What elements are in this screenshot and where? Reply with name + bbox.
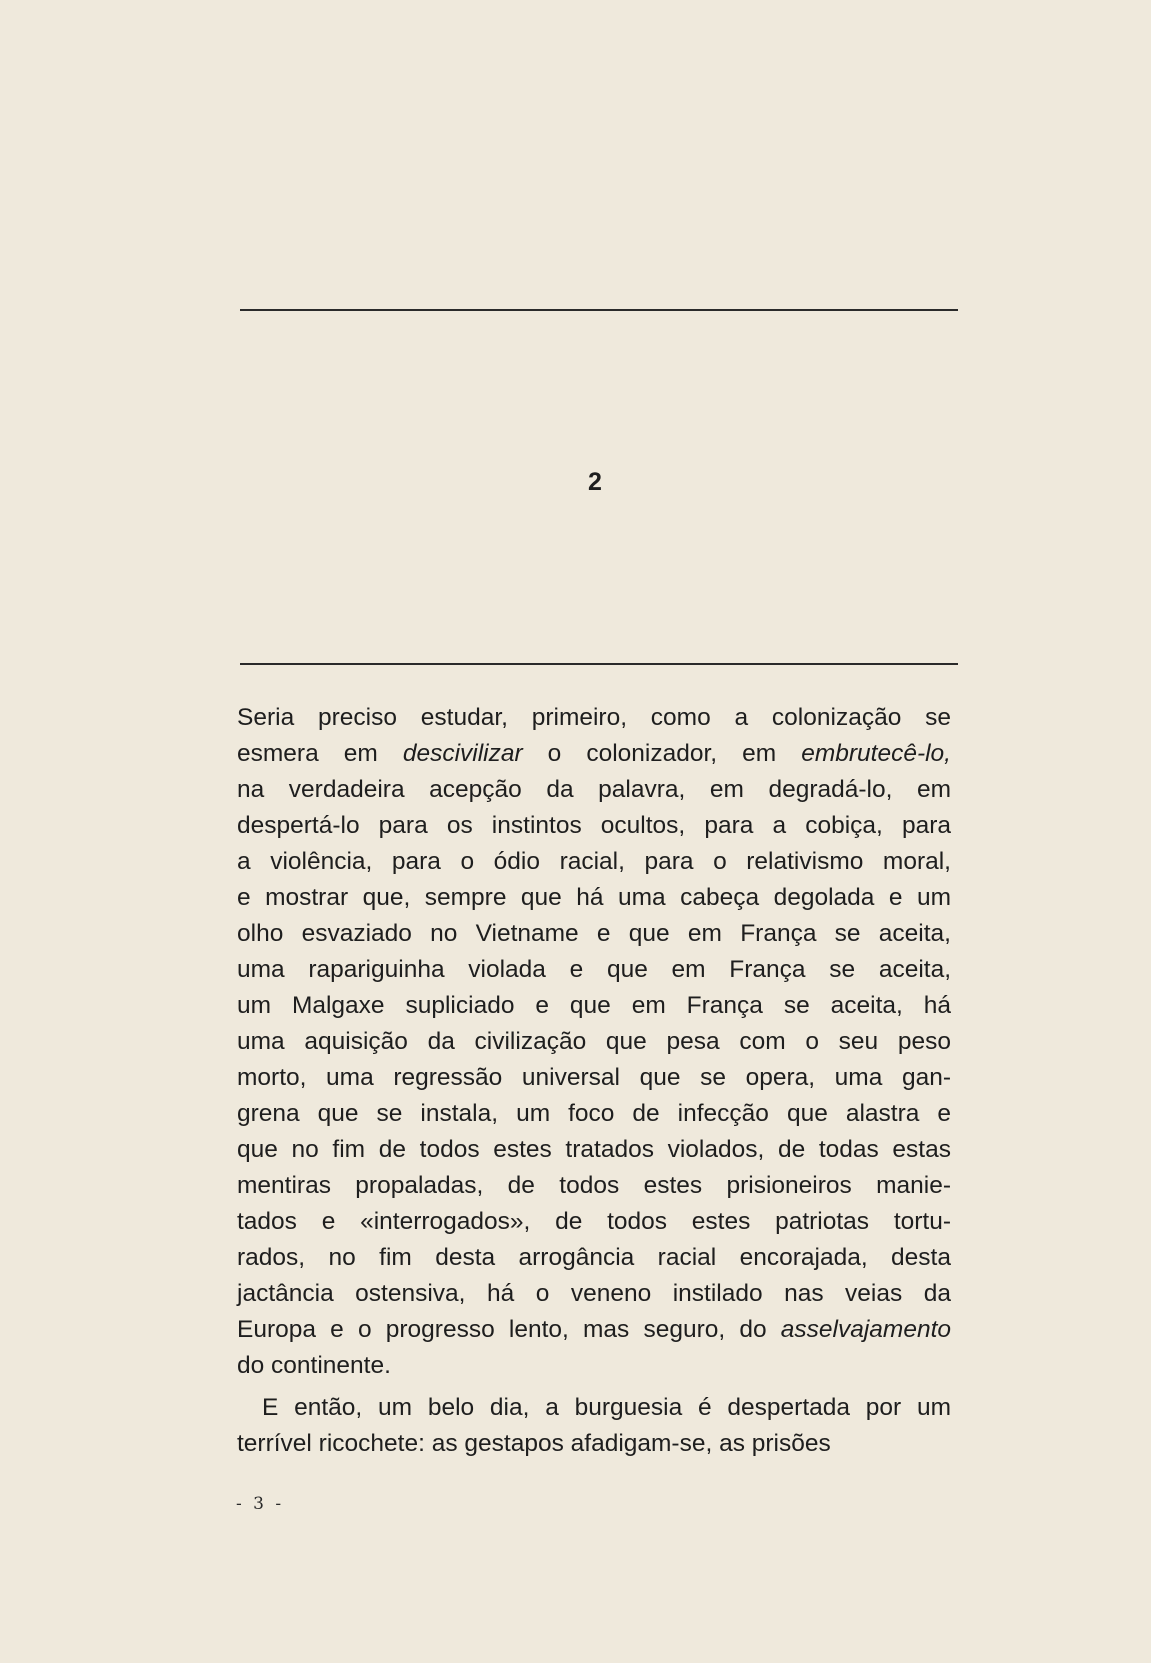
text-run: morto, uma regressão universal que se opera, uma gan- [237,1064,951,1091]
text-line [237,844,951,880]
text-run: na verdadeira acepção da palavra, em degradá-lo, em [237,776,951,803]
text-line [237,1276,951,1312]
text-run: esmera em [237,740,403,767]
text-run: uma aquisição da civilização que pesa com o seu peso [237,1028,951,1055]
body-text [237,700,951,1462]
text-run: uma rapariguinha violada e que em França se aceita, [237,956,951,983]
text-run: Seria preciso estudar, primeiro, como a colonização se [237,704,951,731]
text-line [237,1426,951,1462]
text-run: olho esvaziado no Vietname e que em França se aceita, [237,920,951,947]
text-run: a violência, para o ódio racial, para o relativismo moral, [237,848,951,875]
text-run: e mostrar que, sempre que há uma cabeça degolada e um [237,884,951,911]
text-line [237,1096,951,1132]
text-line [237,988,951,1024]
text-run: que no fim de todos estes tratados violados, de todas estas [237,1136,951,1163]
text-line [237,700,951,736]
page-number: - 3 - [236,1494,285,1514]
text-line [237,1312,951,1348]
italic-text: descivilizar [402,740,523,767]
text-run: um Malgaxe supliciado e que em França se aceita, há [237,992,951,1019]
text-line [237,916,951,952]
text-run: terrível ricochete: as gestapos afadigam-se, as prisões [237,1430,831,1457]
text-line [237,808,951,844]
text-run: grena que se instala, um foco de infecção que alastra e [237,1100,951,1127]
text-line [237,1024,951,1060]
text-line [237,952,951,988]
text-run: Europa e o progresso lento, mas seguro, do [237,1316,781,1343]
text-run: tados e «interrogados», de todos estes patriotas tortu- [237,1208,951,1235]
text-line [237,880,951,916]
text-run: E então, um belo dia, a burguesia é despertada por um [262,1394,951,1421]
text-run: mentiras propaladas, de todos estes prisioneiros manie- [237,1172,951,1199]
chapter-number: 2 [588,468,602,496]
text-run: jactância ostensiva, há o veneno instilado nas veias da [237,1280,951,1307]
text-run: despertá-lo para os instintos ocultos, para a cobiça, para [237,812,951,839]
text-line [237,772,951,808]
italic-text: asselvajamento [780,1316,951,1343]
text-line [237,1390,951,1426]
text-line [237,1204,951,1240]
text-run: rados, no fim desta arrogância racial encorajada, desta [237,1244,951,1271]
text-line [237,1132,951,1168]
bottom-rule [240,663,958,665]
text-line [237,1168,951,1204]
italic-text: embrutecê-lo, [801,740,951,767]
text-run: do continente. [237,1352,391,1379]
text-line [237,736,951,772]
text-line [237,1060,951,1096]
text-line [237,1348,951,1384]
top-rule [240,309,958,311]
text-run: o colonizador, em [522,740,802,767]
text-line [237,1240,951,1276]
